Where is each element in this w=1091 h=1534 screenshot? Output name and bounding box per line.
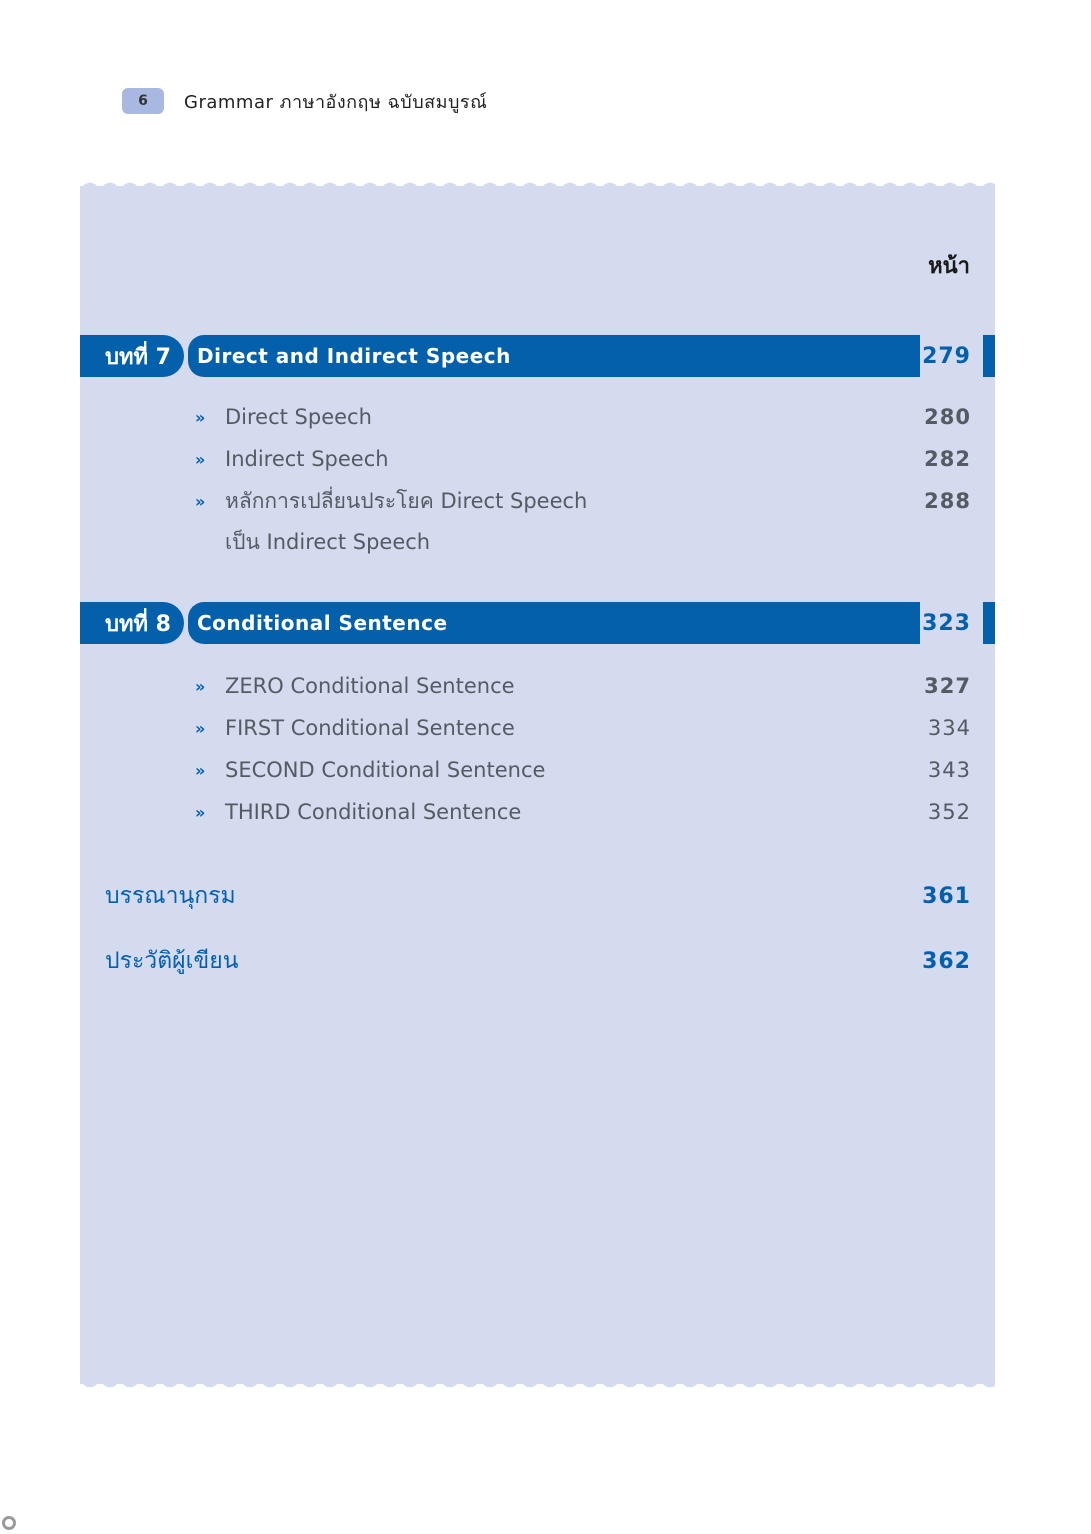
- running-header: [122, 88, 487, 114]
- double-chevron-icon: »: [195, 676, 204, 696]
- entry-label: FIRST Conditional Sentence: [225, 716, 515, 740]
- toc-entry-author-bio[interactable]: [105, 943, 971, 979]
- chapter-number-pill: บทที่ 8: [80, 602, 184, 644]
- toc-entry[interactable]: [195, 400, 971, 434]
- toc-entry[interactable]: [195, 711, 971, 745]
- entry-page: 362: [922, 948, 971, 974]
- chapter-header-8[interactable]: [80, 602, 995, 644]
- double-chevron-icon: »: [195, 802, 204, 822]
- entry-page: 288: [924, 489, 971, 513]
- chapter-page-number: 323: [922, 610, 971, 636]
- toc-entry[interactable]: [195, 669, 971, 703]
- chapter-title: Conditional Sentence: [188, 602, 920, 644]
- double-chevron-icon: »: [195, 449, 204, 469]
- double-chevron-icon: »: [195, 718, 204, 738]
- entry-label: SECOND Conditional Sentence: [225, 758, 546, 782]
- double-chevron-icon: »: [195, 407, 204, 427]
- page-number-badge: 6: [122, 88, 164, 114]
- panel-wavy-edge-bottom: [80, 1382, 995, 1392]
- entry-page: 343: [927, 758, 971, 782]
- entry-label: ประวัติผู้เขียน: [105, 948, 239, 974]
- entry-page: 334: [927, 716, 971, 740]
- chapter-header-7[interactable]: [80, 335, 995, 377]
- toc-entry[interactable]: [195, 484, 971, 518]
- double-chevron-icon: »: [195, 491, 204, 511]
- entry-label: Indirect Speech: [225, 447, 389, 471]
- chapter-title: Direct and Indirect Speech: [188, 335, 920, 377]
- entry-page: 361: [922, 883, 971, 909]
- entry-label: หลักการเปลี่ยนประโยค Direct Speech: [225, 488, 588, 513]
- toc-entry[interactable]: [195, 795, 971, 829]
- page-column-label: หน้า: [928, 254, 970, 279]
- entry-label-continuation: เป็น Indirect Speech: [225, 529, 431, 554]
- chapter-bar-end-stub: [983, 602, 995, 644]
- double-chevron-icon: »: [195, 760, 204, 780]
- chapter-page-number: 279: [922, 343, 971, 369]
- entry-label: Direct Speech: [225, 405, 372, 429]
- toc-entry-bibliography[interactable]: [105, 878, 971, 914]
- chapter-bar-end-stub: [983, 335, 995, 377]
- entry-page: 327: [924, 674, 971, 698]
- entry-label: ZERO Conditional Sentence: [225, 674, 515, 698]
- chapter-number-pill: บทที่ 7: [80, 335, 184, 377]
- toc-entry[interactable]: [195, 442, 971, 476]
- book-title: Grammar ภาษาอังกฤษ ฉบับสมบูรณ์: [184, 91, 488, 113]
- toc-entry[interactable]: [195, 753, 971, 787]
- registration-mark-icon: [2, 1516, 16, 1530]
- entry-page: 280: [924, 405, 971, 429]
- entry-page: 352: [927, 800, 971, 824]
- entry-page: 282: [924, 447, 971, 471]
- entry-label: บรรณานุกรม: [105, 883, 236, 909]
- entry-label: THIRD Conditional Sentence: [225, 800, 522, 824]
